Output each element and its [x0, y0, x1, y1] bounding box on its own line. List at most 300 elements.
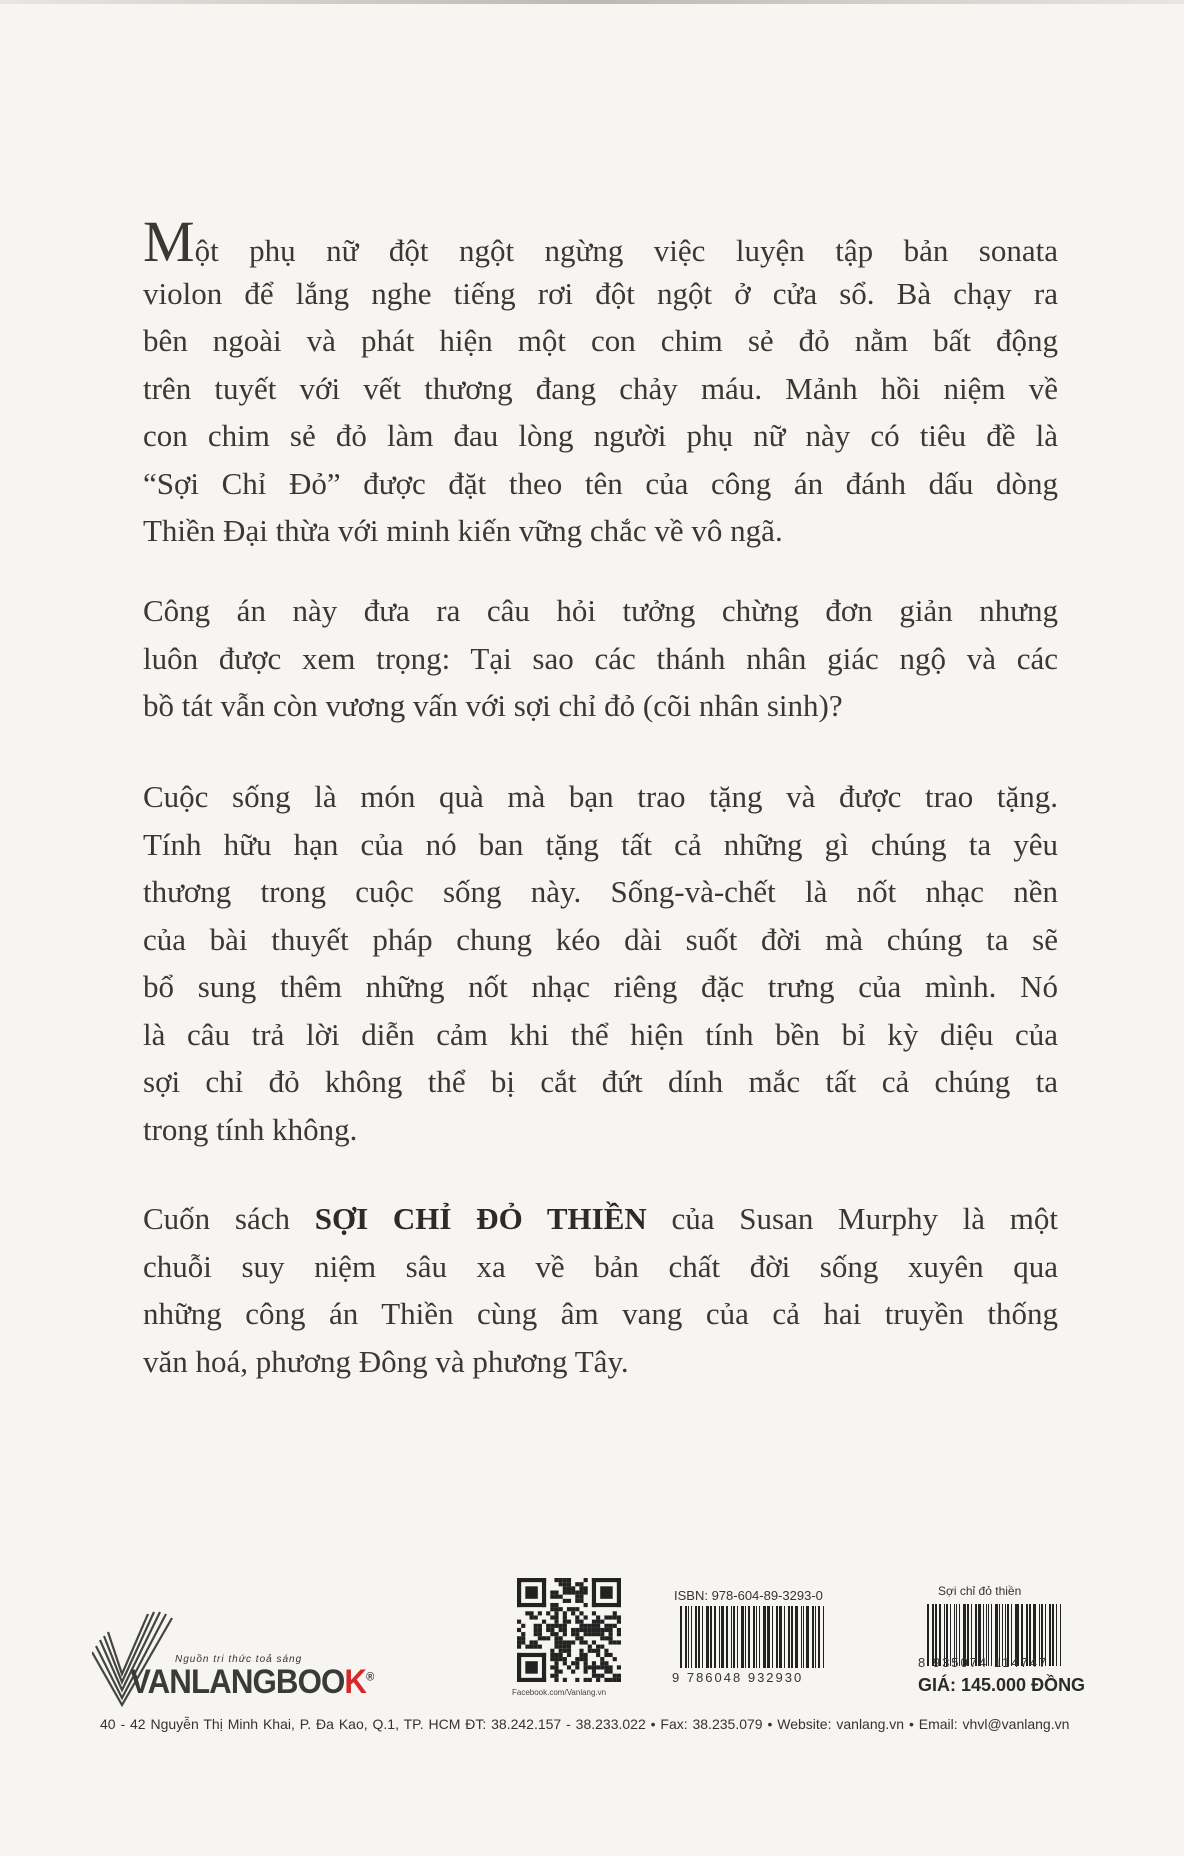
- barcode-title: Sợi chỉ đỏ thiền: [938, 1584, 1022, 1598]
- qr-module: [575, 1657, 579, 1661]
- qr-module: [550, 1595, 554, 1599]
- qr-module: [542, 1620, 546, 1624]
- barcode-bar: [726, 1606, 728, 1668]
- barcode-bar: [719, 1606, 720, 1668]
- qr-module: [613, 1611, 617, 1615]
- qr-module: [584, 1657, 588, 1661]
- qr-module: [550, 1615, 554, 1619]
- qr-module: [592, 1649, 596, 1653]
- cover-edge: [0, 0, 1184, 4]
- qr-module: [617, 1665, 621, 1669]
- qr-module: [584, 1640, 588, 1644]
- qr-module: [521, 1636, 525, 1640]
- qr-module: [571, 1661, 575, 1665]
- qr-module: [596, 1615, 600, 1619]
- qr-module: [554, 1632, 558, 1636]
- qr-module: [517, 1578, 521, 1607]
- qr-module: [559, 1645, 563, 1649]
- qr-module: [554, 1674, 558, 1678]
- qr-module: [600, 1636, 604, 1640]
- qr-module: [554, 1624, 558, 1628]
- qr-module: [559, 1628, 563, 1632]
- qr-module: [575, 1628, 579, 1632]
- qr-module: [554, 1603, 558, 1607]
- qr-module: [613, 1678, 617, 1682]
- qr-module: [542, 1578, 546, 1607]
- barcode-bar: [776, 1606, 778, 1668]
- qr-module: [554, 1645, 558, 1649]
- qr-module: [588, 1624, 592, 1628]
- qr-module: [563, 1640, 567, 1644]
- qr-module: [613, 1640, 617, 1644]
- qr-module: [563, 1657, 567, 1661]
- qr-module: [525, 1661, 537, 1673]
- qr-module: [517, 1603, 546, 1607]
- book-title: SỢI CHỈ ĐỎ THIỀN: [314, 1201, 647, 1236]
- barcode-bar: [806, 1606, 809, 1668]
- qr-module: [575, 1620, 579, 1624]
- text-line: con chim sẻ đỏ làm đau lòng người phụ nữ này có tiêu đề là: [143, 418, 1058, 453]
- qr-module: [609, 1636, 613, 1640]
- barcode-bar: [702, 1606, 703, 1668]
- qr-module: [592, 1578, 596, 1607]
- qr-module: [517, 1636, 521, 1640]
- qr-module: [575, 1665, 579, 1669]
- qr-module: [575, 1607, 579, 1611]
- qr-module: [517, 1640, 521, 1644]
- barcode-bar: [1052, 1604, 1054, 1666]
- qr-module: [588, 1665, 592, 1669]
- barcode-bar: [714, 1606, 716, 1668]
- barcode-bar: [685, 1606, 687, 1668]
- qr-module: [579, 1595, 583, 1599]
- barcode-bar: [756, 1606, 757, 1668]
- qr-module: [550, 1649, 554, 1653]
- qr-module: [567, 1665, 571, 1669]
- qr-module: [517, 1620, 521, 1624]
- qr-module: [525, 1611, 529, 1615]
- text: của Susan Murphy là một: [646, 1201, 1059, 1236]
- text-line: luôn được xem trọng: Tại sao các thánh nhân giác ngộ và các: [143, 640, 1058, 676]
- qr-module: [563, 1578, 567, 1582]
- publisher-address: 40 - 42 Nguyễn Thị Minh Khai, P. Đa Kao, Q.1, TP. HCM ĐT: 38.242.157 - 38.233.022 • Fax: 38.235.079 • Website: vanlang.vn • Email: vhvl@vanlang.vn: [100, 1716, 1070, 1732]
- qr-module: [550, 1674, 554, 1678]
- publisher-brand: [130, 1663, 373, 1702]
- qr-module: [554, 1590, 558, 1594]
- qr-module: [546, 1628, 550, 1632]
- qr-module: [584, 1615, 588, 1619]
- qr-module: [554, 1620, 558, 1624]
- qr-module: [579, 1620, 583, 1624]
- qr-module: [613, 1624, 617, 1628]
- qr-module: [592, 1603, 621, 1607]
- qr-module: [534, 1615, 538, 1619]
- qr-module: [584, 1665, 588, 1669]
- qr-module: [571, 1632, 575, 1636]
- qr-module: [567, 1586, 571, 1590]
- barcode-bar: [788, 1606, 790, 1668]
- qr-module: [617, 1628, 621, 1632]
- qr-module: [600, 1661, 604, 1665]
- qr-module: [550, 1603, 554, 1607]
- qr-module: [567, 1582, 571, 1586]
- qr-module: [554, 1636, 558, 1640]
- qr-module: [604, 1678, 608, 1682]
- qr-module: [600, 1632, 604, 1636]
- qr-module: [550, 1628, 554, 1632]
- qr-module: [617, 1678, 621, 1682]
- qr-module: [554, 1611, 558, 1615]
- qr-module: [592, 1624, 596, 1628]
- qr-module: [609, 1632, 613, 1636]
- qr-module: [617, 1674, 621, 1678]
- isbn-label: ISBN: 978-604-89-3293-0: [674, 1588, 823, 1603]
- qr-module: [584, 1628, 588, 1632]
- barcode-bar: [801, 1606, 802, 1668]
- publisher-tagline: Nguồn tri thức toả sáng: [175, 1654, 303, 1665]
- barcode-bar: [812, 1606, 814, 1668]
- text-line: sợi chỉ đỏ không thể bị cắt đứt dính mắc tất cả chúng ta: [143, 1064, 1058, 1099]
- qr-module: [584, 1578, 588, 1582]
- qr-module: [617, 1632, 621, 1636]
- qr-code-icon[interactable]: [517, 1578, 621, 1682]
- text-line: trong tính không.: [143, 1111, 358, 1147]
- qr-module: [567, 1590, 571, 1594]
- qr-module: [571, 1590, 575, 1594]
- qr-module: [567, 1653, 571, 1657]
- qr-module: [604, 1661, 608, 1665]
- isbn-digits: 9 786048 932930: [672, 1670, 804, 1685]
- qr-module: [571, 1607, 575, 1611]
- barcode-bar: [795, 1606, 798, 1668]
- qr-module: [563, 1624, 567, 1628]
- text-line: [143, 209, 1058, 274]
- qr-module: [534, 1628, 538, 1632]
- qr-module: [575, 1582, 579, 1586]
- qr-module: [554, 1670, 558, 1674]
- qr-module: [563, 1590, 567, 1594]
- qr-module: [567, 1645, 571, 1649]
- qr-module: [559, 1670, 563, 1674]
- text-line: những công án Thiền cùng âm vang của cả hai truyền thống: [143, 1296, 1058, 1331]
- barcode-bar: [1056, 1604, 1058, 1666]
- qr-module: [604, 1624, 608, 1628]
- qr-module: [579, 1640, 583, 1644]
- paragraph-1: [143, 209, 1058, 555]
- qr-module: [609, 1615, 613, 1619]
- qr-module: [571, 1586, 575, 1590]
- qr-module: [592, 1661, 596, 1665]
- qr-module: [563, 1615, 567, 1619]
- qr-module: [604, 1670, 608, 1674]
- text-line: Thiền Đại thừa với minh kiến vững chắc về vô ngã.: [143, 513, 783, 548]
- qr-module: [554, 1653, 558, 1657]
- qr-module: [617, 1578, 621, 1607]
- text-line: Công án này đưa ra câu hỏi tưởng chừng đơn giản nhưng: [143, 593, 1058, 628]
- qr-module: [563, 1582, 567, 1586]
- qr-module: [554, 1678, 558, 1682]
- qr-module: [600, 1674, 604, 1678]
- qr-module: [550, 1624, 554, 1628]
- qr-module: [559, 1657, 563, 1661]
- qr-module: [579, 1653, 583, 1657]
- barcode-bar: [767, 1606, 770, 1668]
- qr-module: [567, 1607, 571, 1611]
- qr-module: [517, 1653, 546, 1657]
- qr-module: [538, 1636, 542, 1640]
- qr-module: [521, 1624, 525, 1628]
- qr-module: [559, 1649, 563, 1653]
- qr-module: [567, 1649, 571, 1653]
- text-line: bồ tát vẫn còn vương vấn với sợi chỉ đỏ (cõi nhân sinh)?: [143, 688, 843, 723]
- price: GIÁ: 145.000 ĐỒNG: [918, 1675, 1086, 1695]
- qr-module: [550, 1590, 554, 1594]
- qr-module: [609, 1653, 613, 1657]
- qr-module: [579, 1657, 583, 1661]
- qr-module: [563, 1586, 567, 1590]
- brand-k: K: [344, 1663, 367, 1701]
- qr-module: [609, 1665, 613, 1669]
- qr-module: [596, 1674, 600, 1678]
- text: ột phụ nữ đột ngột ngừng việc luyện tập bản sonata: [194, 233, 1058, 268]
- text-line: bổ sung thêm những nốt nhạc riêng đặc trưng của mình. Nó: [143, 969, 1058, 1004]
- paragraph-3: [143, 773, 1058, 1153]
- qr-module: [600, 1620, 604, 1624]
- qr-module: [592, 1578, 621, 1582]
- qr-module: [592, 1670, 596, 1674]
- paragraph-2: [143, 587, 1058, 730]
- qr-module: [567, 1599, 571, 1603]
- text-line: chuỗi suy niệm sâu xa về bản chất đời sống xuyên qua: [143, 1248, 1058, 1284]
- qr-module: [538, 1611, 542, 1615]
- qr-module: [588, 1632, 592, 1636]
- qr-module: [596, 1678, 600, 1682]
- barcode-bar: [1049, 1604, 1051, 1666]
- qr-module: [596, 1628, 600, 1632]
- qr-module: [588, 1645, 592, 1649]
- qr-module: [613, 1615, 617, 1619]
- qr-module: [517, 1578, 546, 1582]
- barcode-bar: [698, 1606, 700, 1668]
- qr-module: [604, 1649, 608, 1653]
- barcode-bar: [1060, 1604, 1061, 1666]
- qr-module: [596, 1632, 600, 1636]
- qr-module: [584, 1603, 588, 1607]
- qr-module: [534, 1632, 538, 1636]
- paragraph-4: [143, 1195, 1058, 1385]
- qr-module: [563, 1620, 567, 1624]
- qr-module: [617, 1615, 621, 1619]
- qr-module: [563, 1678, 567, 1682]
- qr-module: [538, 1624, 542, 1628]
- barcode-bar: [803, 1606, 804, 1668]
- text-line: thương trong cuộc sống này. Sống-và-chết là nốt nhạc nền: [143, 874, 1058, 909]
- text-line: “Sợi Chỉ Đỏ” được đặt theo tên của công án đánh dấu dòng: [143, 465, 1058, 501]
- qr-module: [584, 1590, 588, 1594]
- qr-module: [571, 1611, 575, 1615]
- qr-module: [617, 1640, 621, 1644]
- barcode-bar: [759, 1606, 760, 1668]
- qr-module: [567, 1578, 571, 1582]
- qr-module: [600, 1628, 604, 1632]
- qr-module: [559, 1582, 563, 1586]
- qr-module: [546, 1611, 550, 1615]
- barcode-bar: [791, 1606, 793, 1668]
- qr-module: [550, 1607, 554, 1611]
- qr-module: [550, 1632, 554, 1636]
- qr-module: [596, 1620, 600, 1624]
- qr-module: [563, 1661, 567, 1665]
- qr-module: [592, 1611, 596, 1615]
- qr-module: [550, 1657, 554, 1661]
- qr-module: [554, 1578, 558, 1582]
- qr-module: [554, 1607, 558, 1611]
- qr-module: [584, 1624, 588, 1628]
- qr-module: [579, 1586, 583, 1590]
- barcode-bar: [823, 1606, 824, 1668]
- qr-module: [563, 1645, 567, 1649]
- qr-module: [613, 1674, 617, 1678]
- registered-mark: ®: [366, 1669, 374, 1684]
- qr-module: [575, 1661, 579, 1665]
- qr-module: [579, 1599, 583, 1603]
- qr-module: [600, 1645, 604, 1649]
- qr-module: [559, 1578, 563, 1582]
- qr-module: [584, 1661, 588, 1665]
- qr-module: [529, 1615, 533, 1619]
- barcode-bar: [691, 1606, 692, 1668]
- qr-module: [609, 1624, 613, 1628]
- qr-module: [596, 1665, 600, 1669]
- qr-module: [579, 1582, 583, 1586]
- qr-module: [596, 1645, 600, 1649]
- qr-module: [592, 1674, 596, 1678]
- text-line: trên tuyết với vết thương đang chảy máu. Mảnh hồi niệm về: [143, 370, 1058, 406]
- facebook-link[interactable]: Facebook.com/Vanlang.vn: [512, 1688, 607, 1697]
- qr-module: [563, 1649, 567, 1653]
- qr-module: [554, 1661, 558, 1665]
- qr-module: [584, 1653, 588, 1657]
- qr-module: [554, 1640, 558, 1644]
- price-barcode-digits: 8 935074 114747: [918, 1655, 1049, 1670]
- qr-module: [529, 1611, 533, 1615]
- barcode-bar: [748, 1606, 750, 1668]
- barcode-bar: [706, 1606, 709, 1668]
- qr-module: [609, 1640, 613, 1644]
- qr-module: [609, 1678, 613, 1682]
- qr-module: [567, 1620, 571, 1624]
- qr-module: [559, 1653, 563, 1657]
- isbn-barcode: [680, 1606, 825, 1668]
- qr-module: [575, 1632, 579, 1636]
- barcode-bar: [815, 1606, 816, 1668]
- qr-module: [538, 1645, 542, 1649]
- qr-module: [575, 1615, 579, 1619]
- qr-module: [604, 1665, 608, 1669]
- qr-module: [554, 1615, 558, 1619]
- qr-module: [538, 1628, 542, 1632]
- text-line: là câu trả lời diễn cảm khi thể hiện tính bền bỉ kỳ diệu của: [143, 1016, 1058, 1052]
- barcode-bar: [784, 1606, 785, 1668]
- qr-module: [584, 1586, 588, 1590]
- barcode-bar: [737, 1606, 738, 1668]
- qr-module: [534, 1640, 538, 1644]
- qr-module: [550, 1653, 554, 1657]
- barcode-bar: [688, 1606, 689, 1668]
- barcode-bar: [763, 1606, 766, 1668]
- qr-module: [517, 1628, 521, 1632]
- qr-module: [617, 1620, 621, 1624]
- qr-module: [588, 1649, 592, 1653]
- qr-module: [575, 1678, 579, 1682]
- qr-module: [554, 1657, 558, 1661]
- qr-module: [546, 1624, 550, 1628]
- qr-module: [517, 1653, 521, 1682]
- qr-module: [559, 1636, 563, 1640]
- text-line: bên ngoài và phát hiện một con chim sẻ đỏ nằm bất động: [143, 323, 1058, 358]
- qr-module: [588, 1628, 592, 1632]
- qr-module: [529, 1640, 533, 1644]
- qr-module: [559, 1595, 563, 1599]
- barcode-bar: [731, 1606, 732, 1668]
- qr-module: [529, 1645, 533, 1649]
- qr-module: [567, 1640, 571, 1644]
- qr-module: [517, 1678, 546, 1682]
- barcode-bar: [741, 1606, 744, 1668]
- qr-module: [575, 1590, 579, 1594]
- qr-module: [525, 1645, 529, 1649]
- qr-module: [579, 1649, 583, 1653]
- text-line: của bài thuyết pháp chung kéo dài suốt đời mà chúng ta sẽ: [143, 921, 1058, 957]
- text-line: Cuộc sống là món quà mà bạn trao tặng và được trao tặng.: [143, 779, 1058, 814]
- qr-module: [563, 1628, 567, 1632]
- qr-module: [579, 1590, 583, 1594]
- qr-module: [584, 1678, 588, 1682]
- qr-module: [592, 1640, 596, 1644]
- barcode-bar: [733, 1606, 735, 1668]
- text-line: Tính hữu hạn của nó ban tặng tất cả những gì chúng ta yêu: [143, 826, 1058, 862]
- barcode-bar: [721, 1606, 724, 1668]
- qr-module: [579, 1636, 583, 1640]
- qr-module: [571, 1640, 575, 1644]
- qr-module: [592, 1620, 596, 1624]
- barcode-bar: [695, 1606, 697, 1668]
- qr-module: [588, 1678, 592, 1682]
- qr-module: [517, 1645, 521, 1649]
- barcode-bar: [772, 1606, 773, 1668]
- barcode-bar: [680, 1606, 682, 1668]
- barcode-bar: [710, 1606, 712, 1668]
- qr-module: [579, 1611, 583, 1615]
- qr-module: [575, 1595, 579, 1599]
- qr-module: [559, 1607, 563, 1611]
- qr-module: [596, 1624, 600, 1628]
- qr-module: [604, 1653, 608, 1657]
- qr-module: [604, 1628, 608, 1632]
- qr-module: [609, 1670, 613, 1674]
- qr-module: [554, 1595, 558, 1599]
- qr-module: [521, 1632, 525, 1636]
- qr-module: [600, 1657, 604, 1661]
- qr-module: [575, 1636, 579, 1640]
- qr-module: [592, 1665, 596, 1669]
- qr-module: [538, 1632, 542, 1636]
- text: Cuốn sách: [143, 1201, 315, 1236]
- qr-module: [579, 1624, 583, 1628]
- brand-text: VANLANGBOO: [130, 1663, 345, 1701]
- qr-module: [596, 1649, 600, 1653]
- barcode-bar: [818, 1606, 820, 1668]
